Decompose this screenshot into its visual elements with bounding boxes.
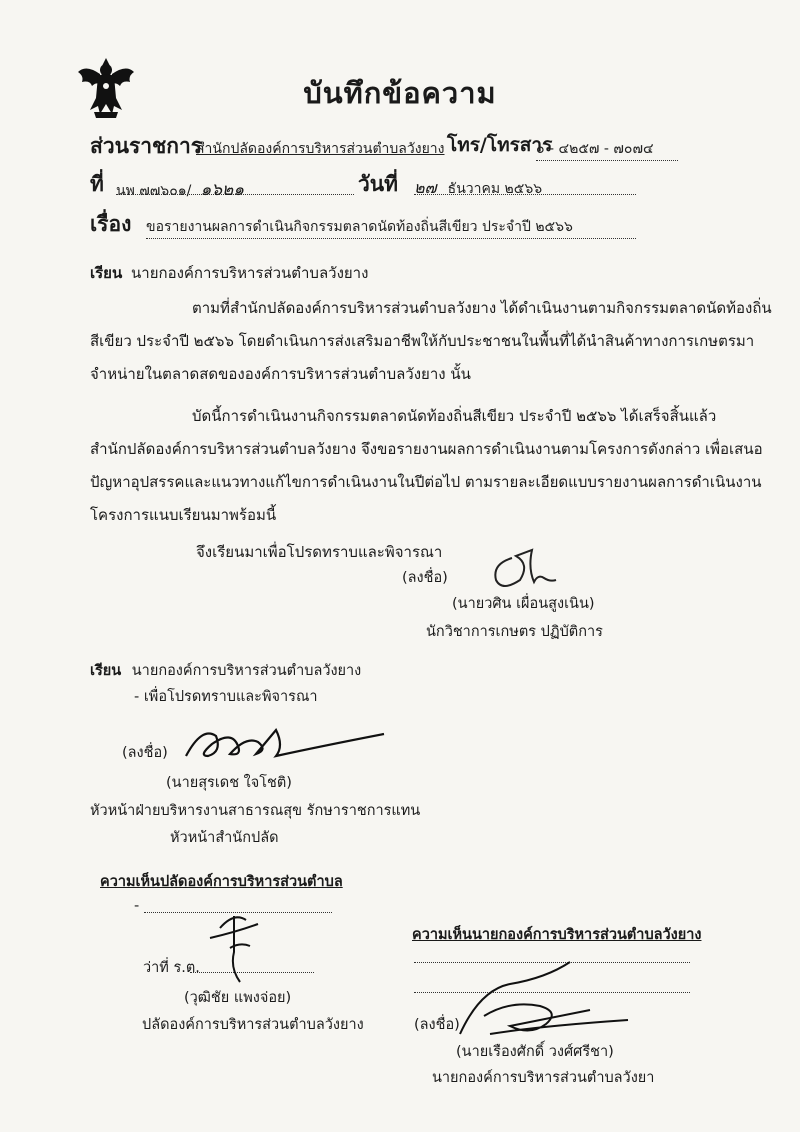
signature1-position: นักวิชาการเกษตร ปฏิบัติการ <box>426 624 603 640</box>
agency-label: ส่วนราชการ <box>90 134 203 158</box>
date-value: ธันวาคม ๒๕๖๖ <box>447 181 543 197</box>
opinion-right-name: (นายเรืองศักดิ์ วงศ์ศรีชา) <box>456 1044 614 1060</box>
page-title: บันทึกข้อความ <box>303 76 497 110</box>
reference-field <box>116 176 354 200</box>
paragraph-2-line-1: บัดนี้การดำเนินงานกิจกรรมตลาดนัดท้องถิ่นสีเขียว ประจำปี ๒๕๖๖ ได้เสร็จสิ้นแล้ว <box>192 407 717 425</box>
date-day: ๒๗ <box>414 178 437 197</box>
phone-label: โทร/โทรสาร <box>447 134 553 156</box>
salutation-label: เรียน <box>90 264 123 282</box>
opinion-right-position: นายกองค์การบริหารส่วนตำบลวังยา <box>432 1070 655 1086</box>
signature2-label: (ลงชื่อ) <box>122 745 168 761</box>
subject-value: ขอรายงานผลการดำเนินกิจกรรมตลาดนัดท้องถิ่นสีเขียว ประจำปี ๒๕๖๖ <box>146 216 636 239</box>
date-label: วันที่ <box>358 172 398 196</box>
paragraph-2-line-3: ปัญหาอุปสรรคและแนวทางแก้ไขการดำเนินงานในปีต่อไป ตามรายละเอียดแบบรายงานผลการดำเนินงาน <box>90 473 762 491</box>
opinion-left-name: (วุฒิชัย แพงจ่อย) <box>184 990 292 1006</box>
agency-value: สำนักปลัดองค์การบริหารส่วนตำบลวังยาง <box>196 141 445 157</box>
signature2-position-line2: หัวหน้าสำนักปลัด <box>170 830 279 846</box>
signature1-name: (นายวศิน เผื่อนสูงเนิน) <box>452 596 595 612</box>
opinion-left-heading: ความเห็นปลัดองค์การบริหารส่วนตำบล <box>100 874 343 890</box>
signature2-handwriting-icon <box>172 716 392 772</box>
reference-number: ๑๖๒๑ <box>200 180 245 200</box>
opinion-left-sign-prefix: ว่าที่ ร.ต. <box>143 960 200 976</box>
signature2-name: (นายสุรเดช ใจโชติ) <box>166 775 292 791</box>
opinion-right-sign-label: (ลงชื่อ) <box>414 1017 460 1033</box>
signature1-label: (ลงชื่อ) <box>402 570 448 586</box>
note2-salutation <box>90 659 361 682</box>
paragraph-2-line-4: โครงการแนบเรียนมาพร้อมนี้ <box>90 506 277 524</box>
paragraph-1-line-3: จำหน่ายในตลาดสดขององค์การบริหารส่วนตำบลวังยาง นั้น <box>90 365 471 383</box>
opinion-right-signature-icon <box>450 950 640 1046</box>
phone-value: ๐ - ๔๒๕๗ - ๗๐๗๔ <box>536 138 678 161</box>
date-field <box>414 176 636 195</box>
note2-label: เรียน <box>90 663 122 679</box>
opinion-left-signature-icon <box>200 908 270 988</box>
note2-to: นายกองค์การบริหารส่วนตำบลวังยาง <box>131 663 362 679</box>
note2-purpose: - เพื่อโปรดทราบและพิจารณา <box>134 689 318 705</box>
opinion-left-dash: - <box>134 898 140 914</box>
salutation <box>90 261 368 285</box>
opinion-right-heading: ความเห็นนายกองค์การบริหารส่วนตำบลวังยาง <box>412 927 702 943</box>
closing-text: จึงเรียนมาเพื่อโปรดทราบและพิจารณา <box>196 543 443 561</box>
paragraph-1-line-1: ตามที่สำนักปลัดองค์การบริหารส่วนตำบลวังยาง ได้ดำเนินงานตามกิจกรรมตลาดนัดท้องถิ่น <box>192 299 772 317</box>
reference-prefix: นพ ๗๗๖๐๑/ <box>116 183 192 199</box>
reference-label: ที่ <box>90 172 104 196</box>
salutation-value: นายกองค์การบริหารส่วนตำบลวังยาง <box>131 264 369 282</box>
subject-label: เรื่อง <box>90 212 132 236</box>
signature1-handwriting-icon <box>472 544 562 598</box>
opinion-left-position: ปลัดองค์การบริหารส่วนตำบลวังยาง <box>142 1017 364 1033</box>
paragraph-1-line-2: สีเขียว ประจำปี ๒๕๖๖ โดยดำเนินการส่งเสริมอาชีพให้กับประชาชนในพื้นที่ได้นำสินค้าทางการเกษตรมา <box>90 332 755 350</box>
paragraph-2-line-2: สำนักปลัดองค์การบริหารส่วนตำบลวังยาง จึงขอรายงานผลการดำเนินงานตามโครงการดังกล่าว เพื่อเสนอ <box>90 440 763 458</box>
signature2-position-line1: หัวหน้าฝ่ายบริหารงานสาธารณสุข รักษาราชการแทน <box>90 803 421 819</box>
